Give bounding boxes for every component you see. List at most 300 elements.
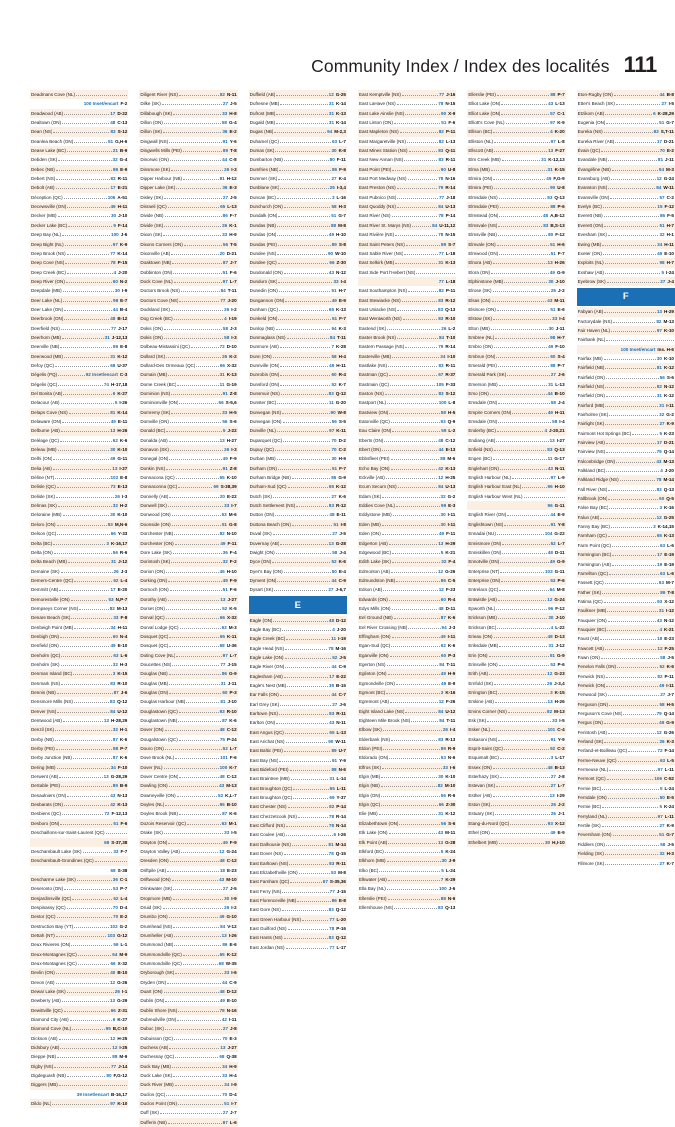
index-entry[interactable] (30, 109, 128, 118)
index-entry[interactable] (139, 1043, 237, 1052)
index-entry[interactable] (249, 802, 347, 811)
index-entry[interactable] (30, 716, 128, 725)
index-entry[interactable] (30, 529, 128, 538)
index-entry[interactable] (577, 812, 675, 821)
index-entry[interactable] (577, 202, 675, 211)
index-entry[interactable] (30, 763, 128, 772)
index-entry[interactable] (249, 454, 347, 463)
index-entry[interactable] (249, 211, 347, 220)
index-entry[interactable] (249, 146, 347, 155)
index-entry[interactable] (249, 709, 347, 718)
index-entry[interactable] (30, 211, 128, 220)
index-entry[interactable] (30, 1099, 128, 1108)
index-entry[interactable] (358, 137, 456, 146)
index-entry[interactable] (139, 333, 237, 342)
index-entry[interactable] (249, 672, 347, 681)
index-entry[interactable] (249, 644, 347, 653)
index-entry[interactable] (249, 746, 347, 755)
index-entry[interactable] (358, 286, 456, 295)
index-entry[interactable] (467, 473, 565, 482)
index-entry[interactable] (577, 382, 675, 391)
index-entry[interactable] (577, 728, 675, 737)
index-entry[interactable] (467, 697, 565, 706)
index-entry[interactable] (249, 380, 347, 389)
index-entry[interactable] (358, 595, 456, 604)
index-entry[interactable] (139, 557, 237, 566)
index-entry[interactable] (467, 174, 565, 183)
index-entry[interactable] (139, 688, 237, 697)
index-entry[interactable] (139, 1024, 237, 1033)
index-entry[interactable] (249, 193, 347, 202)
index-entry[interactable] (139, 398, 237, 407)
index-entry[interactable] (139, 296, 237, 305)
index-entry[interactable] (577, 240, 675, 249)
index-entry[interactable] (30, 539, 128, 548)
index-entry[interactable] (139, 286, 237, 295)
index-entry[interactable] (249, 625, 347, 634)
index-entry[interactable] (358, 230, 456, 239)
index-entry[interactable] (139, 305, 237, 314)
index-entry[interactable] (467, 221, 565, 230)
index-entry[interactable] (249, 249, 347, 258)
index-entry[interactable] (577, 681, 675, 690)
index-entry[interactable] (577, 737, 675, 746)
index-entry[interactable] (358, 819, 456, 828)
index-entry[interactable] (249, 653, 347, 662)
index-entry[interactable] (577, 146, 675, 155)
index-entry[interactable] (30, 1043, 128, 1052)
index-entry[interactable] (467, 809, 565, 818)
index-entry[interactable] (577, 644, 675, 653)
index-entry[interactable] (30, 903, 128, 912)
index-entry[interactable] (139, 165, 237, 174)
index-entry[interactable] (249, 408, 347, 417)
index-entry[interactable] (249, 230, 347, 239)
index-entry[interactable] (30, 987, 128, 996)
index-entry[interactable] (577, 90, 675, 99)
index-entry[interactable] (139, 716, 237, 725)
index-entry[interactable] (467, 137, 565, 146)
index-entry[interactable] (577, 221, 675, 230)
index-entry[interactable] (139, 380, 237, 389)
index-entry[interactable] (139, 828, 237, 837)
index-entry[interactable] (577, 531, 675, 540)
index-entry[interactable] (577, 578, 675, 587)
index-entry[interactable] (30, 90, 128, 99)
index-entry[interactable] (249, 868, 347, 877)
index-entry[interactable] (139, 473, 237, 482)
index-entry[interactable] (467, 127, 565, 136)
index-entry[interactable] (30, 884, 128, 893)
index-entry[interactable] (139, 221, 237, 230)
index-entry[interactable] (249, 426, 347, 435)
index-entry[interactable] (30, 370, 128, 379)
index-entry[interactable] (358, 333, 456, 342)
index-entry[interactable] (139, 669, 237, 678)
index-entry[interactable] (467, 445, 565, 454)
index-entry[interactable] (30, 296, 128, 305)
index-entry[interactable] (249, 877, 347, 886)
index-entry[interactable] (577, 830, 675, 839)
index-entry[interactable] (139, 99, 237, 108)
index-entry[interactable] (467, 183, 565, 192)
index-entry[interactable] (577, 354, 675, 363)
index-entry[interactable] (249, 634, 347, 643)
index-entry[interactable] (30, 641, 128, 650)
index-entry[interactable] (249, 915, 347, 924)
index-entry[interactable] (30, 417, 128, 426)
index-entry[interactable] (358, 436, 456, 445)
index-entry[interactable] (467, 464, 565, 473)
index-entry[interactable] (467, 277, 565, 286)
index-entry[interactable] (30, 1024, 128, 1033)
index-entry[interactable] (30, 324, 128, 333)
index-entry[interactable] (139, 567, 237, 576)
index-entry[interactable] (249, 155, 347, 164)
index-entry[interactable] (467, 669, 565, 678)
index-entry[interactable] (467, 576, 565, 585)
index-entry[interactable] (467, 314, 565, 323)
index-entry[interactable] (358, 342, 456, 351)
index-entry[interactable] (30, 669, 128, 678)
index-entry[interactable] (249, 268, 347, 277)
index-entry[interactable] (30, 445, 128, 454)
index-entry[interactable] (139, 183, 237, 192)
index-entry[interactable] (577, 230, 675, 239)
index-entry[interactable] (467, 539, 565, 548)
index-entry[interactable] (139, 520, 237, 529)
index-entry[interactable] (249, 109, 347, 118)
index-entry[interactable] (30, 389, 128, 398)
index-entry[interactable] (467, 585, 565, 594)
index-entry[interactable] (139, 193, 237, 202)
index-entry[interactable] (30, 576, 128, 585)
index-entry[interactable] (139, 781, 237, 790)
index-entry[interactable] (249, 849, 347, 858)
index-entry[interactable] (30, 828, 128, 837)
index-entry[interactable] (577, 183, 675, 192)
index-entry[interactable] (249, 840, 347, 849)
index-entry[interactable] (249, 510, 347, 519)
index-entry[interactable] (30, 501, 128, 510)
index-entry[interactable] (467, 660, 565, 669)
index-entry[interactable] (139, 277, 237, 286)
index-entry[interactable] (467, 725, 565, 734)
index-entry[interactable] (467, 286, 565, 295)
index-entry[interactable] (30, 183, 128, 192)
index-entry[interactable] (139, 445, 237, 454)
index-entry[interactable] (30, 697, 128, 706)
index-entry[interactable] (577, 597, 675, 606)
index-entry[interactable] (577, 193, 675, 202)
index-entry[interactable] (249, 183, 347, 192)
index-entry[interactable] (249, 342, 347, 351)
index-entry[interactable] (467, 230, 565, 239)
index-entry[interactable] (30, 632, 128, 641)
index-entry[interactable] (249, 756, 347, 765)
index-entry[interactable] (467, 632, 565, 641)
index-entry[interactable] (30, 127, 128, 136)
index-entry[interactable] (139, 1034, 237, 1043)
index-entry[interactable] (139, 230, 237, 239)
index-entry[interactable] (30, 651, 128, 660)
index-entry[interactable] (30, 940, 128, 949)
index-entry[interactable] (139, 725, 237, 734)
index-entry[interactable] (139, 90, 237, 99)
index-entry[interactable] (358, 781, 456, 790)
index-entry[interactable] (577, 307, 675, 316)
index-entry[interactable] (249, 464, 347, 473)
index-entry[interactable] (577, 466, 675, 475)
index-entry[interactable] (358, 249, 456, 258)
index-entry[interactable] (30, 249, 128, 258)
index-entry[interactable] (30, 426, 128, 435)
index-entry[interactable] (577, 849, 675, 858)
index-entry[interactable] (30, 473, 128, 482)
index-entry[interactable] (577, 211, 675, 220)
index-entry[interactable] (249, 690, 347, 699)
index-entry[interactable] (358, 707, 456, 716)
index-entry[interactable] (139, 744, 237, 753)
index-entry[interactable] (358, 763, 456, 772)
index-entry[interactable] (358, 884, 456, 893)
index-entry[interactable] (467, 361, 565, 370)
index-entry[interactable] (139, 585, 237, 594)
index-entry[interactable] (139, 987, 237, 996)
index-entry[interactable] (577, 653, 675, 662)
index-entry[interactable] (577, 560, 675, 569)
index-entry[interactable] (30, 361, 128, 370)
index-entry[interactable] (358, 875, 456, 884)
index-entry[interactable] (467, 623, 565, 632)
index-entry[interactable] (139, 809, 237, 818)
index-entry[interactable] (358, 445, 456, 454)
index-entry[interactable] (358, 417, 456, 426)
index-entry[interactable] (467, 426, 565, 435)
index-entry[interactable] (139, 1015, 237, 1024)
index-entry[interactable] (467, 707, 565, 716)
index-entry[interactable] (30, 193, 128, 202)
index-entry[interactable] (249, 905, 347, 914)
index-entry[interactable] (139, 632, 237, 641)
index-entry[interactable] (358, 903, 456, 912)
index-entry[interactable] (577, 127, 675, 136)
index-entry[interactable] (577, 634, 675, 643)
index-entry[interactable] (577, 840, 675, 849)
index-entry[interactable] (358, 828, 456, 837)
index-entry[interactable] (139, 174, 237, 183)
index-entry[interactable] (139, 268, 237, 277)
index-entry[interactable] (358, 856, 456, 865)
index-entry[interactable] (30, 548, 128, 557)
index-entry[interactable] (30, 286, 128, 295)
index-entry[interactable] (30, 922, 128, 931)
index-entry[interactable] (467, 557, 565, 566)
index-entry[interactable] (467, 604, 565, 613)
index-entry[interactable] (139, 211, 237, 220)
index-entry[interactable] (358, 454, 456, 463)
index-entry[interactable] (467, 193, 565, 202)
index-entry[interactable] (577, 326, 675, 335)
index-entry[interactable] (30, 894, 128, 903)
index-entry[interactable] (358, 90, 456, 99)
index-entry[interactable] (249, 557, 347, 566)
index-entry[interactable] (30, 492, 128, 501)
index-entry[interactable] (467, 380, 565, 389)
index-entry[interactable] (139, 753, 237, 762)
index-entry[interactable] (577, 494, 675, 503)
index-entry[interactable] (577, 165, 675, 174)
index-entry[interactable] (139, 426, 237, 435)
index-entry[interactable] (577, 457, 675, 466)
index-entry[interactable] (577, 335, 675, 344)
index-entry[interactable] (358, 847, 456, 856)
index-entry[interactable] (139, 931, 237, 940)
index-entry[interactable] (139, 539, 237, 548)
index-entry[interactable] (30, 809, 128, 818)
index-entry[interactable] (139, 408, 237, 417)
index-entry[interactable] (30, 604, 128, 613)
index-entry[interactable] (249, 305, 347, 314)
index-entry[interactable] (249, 529, 347, 538)
index-entry[interactable] (139, 137, 237, 146)
index-entry[interactable] (358, 193, 456, 202)
index-entry[interactable] (577, 550, 675, 559)
index-entry[interactable] (249, 700, 347, 709)
index-entry[interactable] (30, 931, 128, 940)
index-entry[interactable] (358, 529, 456, 538)
index-entry[interactable] (249, 616, 347, 625)
index-entry[interactable] (139, 800, 237, 809)
index-entry[interactable] (30, 342, 128, 351)
index-entry[interactable] (249, 933, 347, 942)
index-entry[interactable] (139, 155, 237, 164)
index-entry[interactable] (358, 296, 456, 305)
index-entry[interactable] (249, 352, 347, 361)
index-entry[interactable] (577, 625, 675, 634)
index-entry[interactable] (358, 716, 456, 725)
index-entry[interactable] (139, 884, 237, 893)
index-entry[interactable] (358, 183, 456, 192)
index-entry[interactable] (577, 541, 675, 550)
index-entry[interactable] (249, 482, 347, 491)
index-entry[interactable] (358, 697, 456, 706)
index-entry[interactable] (139, 249, 237, 258)
index-entry[interactable] (30, 258, 128, 267)
index-entry[interactable] (139, 819, 237, 828)
index-entry[interactable] (30, 856, 128, 865)
index-entry[interactable] (467, 595, 565, 604)
index-entry[interactable] (358, 510, 456, 519)
index-entry[interactable] (249, 127, 347, 136)
index-entry[interactable] (249, 859, 347, 868)
index-entry[interactable] (30, 623, 128, 632)
index-entry[interactable] (577, 718, 675, 727)
index-entry[interactable] (139, 258, 237, 267)
index-entry[interactable] (139, 482, 237, 491)
index-entry[interactable] (358, 165, 456, 174)
index-entry[interactable] (358, 408, 456, 417)
index-entry[interactable] (249, 221, 347, 230)
index-entry[interactable] (358, 585, 456, 594)
index-entry[interactable] (467, 333, 565, 342)
index-entry[interactable] (467, 165, 565, 174)
index-entry[interactable] (467, 90, 565, 99)
index-entry[interactable] (249, 174, 347, 183)
index-entry[interactable] (30, 781, 128, 790)
index-entry[interactable] (249, 473, 347, 482)
index-entry[interactable] (249, 370, 347, 379)
index-entry[interactable] (30, 510, 128, 519)
index-entry[interactable] (249, 137, 347, 146)
index-entry[interactable] (30, 1062, 128, 1071)
index-entry[interactable] (358, 613, 456, 622)
index-entry[interactable] (249, 277, 347, 286)
index-entry[interactable] (358, 258, 456, 267)
index-entry[interactable] (467, 211, 565, 220)
index-entry[interactable] (467, 828, 565, 837)
index-entry[interactable] (30, 482, 128, 491)
index-entry[interactable] (30, 613, 128, 622)
index-entry[interactable] (30, 520, 128, 529)
index-entry[interactable] (358, 604, 456, 613)
index-entry[interactable] (358, 501, 456, 510)
index-entry[interactable] (358, 735, 456, 744)
index-entry[interactable] (139, 894, 237, 903)
index-entry[interactable] (249, 324, 347, 333)
index-entry[interactable] (30, 1080, 128, 1089)
index-entry[interactable] (139, 240, 237, 249)
index-entry[interactable] (30, 464, 128, 473)
index-entry[interactable] (30, 1015, 128, 1024)
index-entry[interactable] (358, 838, 456, 847)
index-entry[interactable] (30, 772, 128, 781)
index-entry[interactable] (30, 800, 128, 809)
index-entry[interactable] (358, 380, 456, 389)
index-entry[interactable] (30, 165, 128, 174)
index-entry[interactable] (30, 333, 128, 342)
index-entry[interactable] (249, 99, 347, 108)
index-entry[interactable] (139, 838, 237, 847)
index-entry[interactable] (358, 240, 456, 249)
index-entry[interactable] (577, 606, 675, 615)
index-entry[interactable] (30, 155, 128, 164)
index-entry[interactable] (139, 772, 237, 781)
index-entry[interactable] (249, 333, 347, 342)
index-entry[interactable] (139, 492, 237, 501)
index-entry[interactable] (467, 791, 565, 800)
index-entry[interactable] (30, 118, 128, 127)
index-entry[interactable] (30, 1034, 128, 1043)
index-entry[interactable] (139, 1062, 237, 1071)
index-entry[interactable] (30, 912, 128, 921)
index-entry[interactable] (577, 662, 675, 671)
index-entry[interactable] (577, 363, 675, 372)
index-entry[interactable] (30, 454, 128, 463)
index-entry[interactable] (249, 90, 347, 99)
index-entry[interactable] (30, 380, 128, 389)
index-entry[interactable] (139, 660, 237, 669)
index-entry[interactable] (467, 352, 565, 361)
index-entry[interactable] (467, 520, 565, 529)
index-entry[interactable] (249, 492, 347, 501)
index-entry[interactable] (249, 576, 347, 585)
index-entry[interactable] (30, 137, 128, 146)
index-entry[interactable] (30, 819, 128, 828)
index-entry[interactable] (139, 417, 237, 426)
index-entry[interactable] (30, 1052, 128, 1061)
index-entry[interactable] (577, 690, 675, 699)
